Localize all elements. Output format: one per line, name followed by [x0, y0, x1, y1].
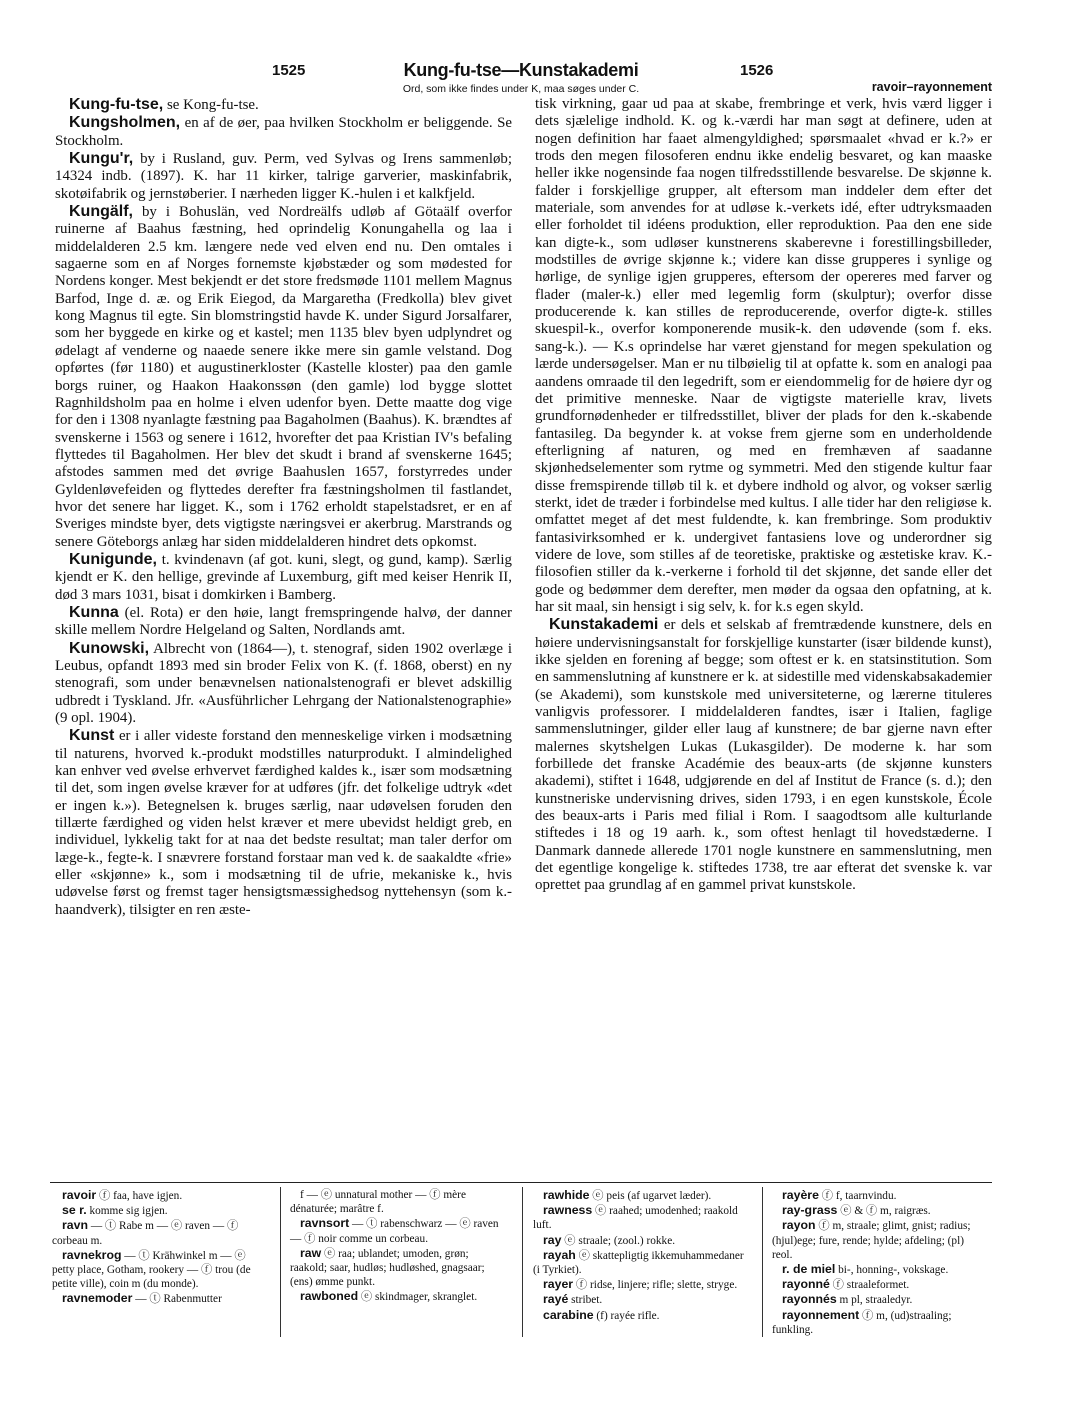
- entry-text: ⓕ m, (ud)straaling; funkling.: [772, 1309, 952, 1336]
- text-column-right: [535, 96, 992, 895]
- entry-text: by i Rusland, guv. Perm, ved Sylvas og Irens sammenløb; 14324 indb. (1897). K. har 11 kirker, talrige garverier, maskinfabrik, skotøifabrik og jernstøberier. I nærheden ligger K.-hulen i et kalkfjeld.: [55, 151, 512, 202]
- entry-text: m pl, straaledyr.: [839, 1294, 913, 1307]
- lexicon-range: ravoir–rayonnement: [871, 80, 992, 94]
- entry-headword: Kunst: [69, 727, 115, 745]
- entry-headword: Kunowski,: [69, 639, 150, 657]
- entry: [533, 1203, 745, 1232]
- entry-headword: rayonnement: [782, 1307, 860, 1322]
- entry-headword: rayé: [543, 1292, 569, 1307]
- gloss-divider: [762, 1187, 763, 1337]
- entry: [52, 1203, 264, 1218]
- entry: [772, 1277, 984, 1292]
- entry-text: stribet.: [571, 1294, 603, 1307]
- entry: [55, 640, 512, 728]
- entry-text: se Kong-fu-tse.: [166, 97, 259, 113]
- entry-text: ⓔ skindmager, skranglet.: [360, 1291, 478, 1304]
- entry-headword: Kung-fu-tse,: [69, 96, 164, 113]
- entry-headword: ray: [543, 1232, 562, 1247]
- entry-headword: ray-grass: [782, 1203, 838, 1218]
- entry: [535, 96, 992, 616]
- entry: [55, 114, 512, 150]
- entry-headword: rayon: [782, 1218, 816, 1233]
- entry-text: bi-, honning-, vokskage.: [838, 1264, 949, 1277]
- entry-text: tisk virkning, gaar ud paa at skabe, frembringe et verk, hvis værd ligger i dets sjælelige indhold. K. og k.-værdi har man søgt at definere, uden at nogen definition har faaet almengyldighed; spørsmaalet «hvad er k.?» er trods den megen filosoferen endnu ikke endelig besvaret, og kan maaske heller ikke nogensinde faa nogen tilfredsstillende besvarelse. De skjønne k. falder i forskjellige grupper, alt eftersom man inddeler dem efter det materiale, som anvendes for at udløse k.-verkets idé, efter udtryksmaaden eller forholdet til idéens produktion, eller reproduktion. Paa den ene side kan digte-k., som udløser kunstnerens skaberevne i forestillingsbilleder, modstilles de øvrige skjønne k.; videre kan disse grupperes i synlige og hørlige, de synlige igjen grupperes, eftersom der opereres med farver og flader (maler-k.) eller med legemlig form (skulptur); overfor disse producerende k. kan stilles de reproducerende, overfor digte-k. stilles skuespil-k., overfor komponerende musik-k. den udøvende (som f. eks. sang-k.). — K.s oprindelse har været gjenstand for megen spekulation og lærde undersøgelser. Man er nu tilbøielig til at opfatte k. som en analogi paa aandens omraade til den legedrift, som er eiendommelig for de høiere dyr og det primitive menneske. Naar de vigtigste materielle krav, livets grundfornødenheder er tilfredsstillet, bliver der plads for den k.-skabende fantasileg. Da begynder k. at vokse frem gjerne som en underholdende efterligning af naturen, og med en fremhæven af saadanne skjønhedselementer som rytme og symmetri. Med den stigende kultur faar disse fremspirende tilløb til k. et dybere indhold og alvor, og vokser særlig sterkt, idet de træder i forbindelse med kultus. I alle tider har den religiøse k. omfattet meget af det mest fuldendte, k. kan frembringe. Som produktiv fantasivirksomhed er k. undergivet fantasiens love og underordner sig videre de love, som stilles af de teoretiske, praktiske og æstetiske krav. K.-filosofien stiller da k.-verkerne i forhold til det skjønne, det sande eller det gode og bedømmer dem derefter, men møder da ogsaa den opfatning, at k. har sit maal, sin hensigt i sig selv, k. for k.s egen skyld.: [535, 96, 992, 615]
- entry-headword: rayer: [543, 1277, 574, 1292]
- entry-text: ⓔ skattepligtig ikkemuhammedaner (i Tyrkiet).: [533, 1249, 744, 1277]
- entry-text: ⓔ straale; (zool.) rokke.: [564, 1234, 676, 1247]
- entry-text: ⓕ straaleformet.: [832, 1279, 910, 1292]
- glossary-column-4: [772, 1188, 984, 1337]
- entry-text: by i Bohuslän, ved Nordreälfs udløb af Götaälf overfor ruinerne af Baahus fæstning, hed oprindelig Konungahella og laa i middelalderen 2.5 km. længere nede ved elven end nu. Den omtales i sagaerne som en af Norges fornemste kjøbstæder og som mødested for Nordens konger. Mest bekjendt er det store fredsmøde 1101 mellem Magnus Barfod, Inge d. æ. og Erik Eiegod, da Margaretha (Fredkolla) blev givet kong Magnus til egte. Sin blomstringstid havde K. under Sigurd Jorsalfarer, som her byggede en kirke og et kastel; men 1135 blev byen udplyndret og ødelagt af venderne og naaede senere ikke mere sin gamle velstand. Dog opførtes (før 1180) et augustinerkloster (Kastelle kloster) paa den gamle borgs ruiner, og Haakon Haakonssøn (den gamle) lod bygge slottet Ragnhildsholm paa en holme i elven udenfor byen. Dette maatte dog vige for den i 1308 nyanlagte fæstning paa Bagaholmen (Baahus). K. brændtes af svenskerne i 1563 og senere i 1612, hvorefter det paa Kristian IV's befaling flyttedes til Bagaholmen. Her blev det skudt i brand af svenskerne 1645; afstodes sammen med det øvrige Baahuslen 1657, forstyrredes under Gyldenløvefeiden og flyttedes derefter fra fæstningsholmen til fastlandet, hvor det senere har ligget. K., som i 1762 erholdt stapelstadsret, er en af Sveriges mindste byer, dets vigtigste næringsvei er akerbrug. Marstrands og senere Göteborgs anlæg har siden middelalderen hindret dets opkomst.: [55, 204, 512, 550]
- entry-text: komme sig igjen.: [89, 1205, 168, 1218]
- page-header: [50, 56, 992, 96]
- entry: [290, 1246, 502, 1290]
- entry-headword: Kungälf,: [69, 203, 133, 221]
- entry: [533, 1188, 745, 1203]
- entry-headword: carabine: [543, 1307, 594, 1322]
- entry: [533, 1277, 745, 1292]
- entry: [533, 1308, 745, 1323]
- entry: [55, 551, 512, 604]
- entry-headword: rayonnés: [782, 1292, 837, 1307]
- entry-headword: Kungsholmen,: [69, 114, 181, 132]
- entry-text: — ⓣ rabenschwarz — ⓔ raven — ⓕ noir comme un corbeau.: [290, 1218, 499, 1245]
- entry: [55, 150, 512, 203]
- entry-headword: rayonné: [782, 1277, 830, 1292]
- entry-headword: ravoir: [62, 1188, 97, 1202]
- entry-text: f — ⓔ unnatural mother — ⓕ mère dénaturée; marâtre f.: [290, 1189, 466, 1216]
- entry-text: ⓕ ridse, linjere; rifle; slette, stryge.: [575, 1279, 738, 1292]
- entry-text: er dels et selskab af fremtrædende kunstnere, dels en høiere undervisningsanstalt for forskjellige kunstarter (især bildende kunst), ikke sjelden en forening af begge; som oftest er k. en statsinstitution. Som en sammenslutning af kunstnere er k. at sidestille med videnskabsakademier (se Akademi), som kunstskole med universiteterne, og lærerne tituleres vanligvis professorer. I middelalderen fandtes, især i Italien, faglige sammenslutninger, gilder eller laug af kunstnere; de bar gjerne navn efter malernes skytshelgen Lukas (Lukasgilder). De moderne k. har som forbillede det franske Académie des beaux-arts (de skjønne kunsters akademi), stiftet i 1648, udgjørende en del af Institut de France (s. d.); den kunstneriske undervisning drives, siden 1793, i en egen kunstskole, École des beaux-arts i Paris med filial i Rom. I saagodtsom alle kulturlande stiftedes i 18 og 19 aarh. k., som oftest henlagt til hovedstæderne. I Danmark dannede allerede 1701 nogle kunstnere en sammenslutning, men det egentlige kongelige k. stiftedes 1738, tre aar efterat det svenske k. var oprettet paa grundlag af en gammel privat kunstskole.: [535, 617, 992, 894]
- entry: [772, 1292, 984, 1307]
- entry: [772, 1188, 984, 1203]
- entry-headword: rayère: [782, 1188, 819, 1202]
- footer-divider: [50, 1182, 992, 1183]
- entry-headword: ravnekrog: [62, 1247, 122, 1262]
- entry: [52, 1188, 264, 1203]
- entry-headword: ravnemoder: [62, 1291, 133, 1306]
- entry-text: ⓔ peis (af ugarvet læder).: [592, 1190, 712, 1202]
- entry: [55, 727, 512, 919]
- entry-headword: Kungu'r,: [69, 150, 134, 168]
- entry: [52, 1248, 264, 1292]
- entry-text: t. kvindenavn (af got. kuni, slegt, og gund, kamp). Særlig kjendt er K. den hellige, grevinde af Luxemburg, gift med keiser Henrik II, død 3 mars 1031, bisat i domkirken i Bamberg.: [55, 551, 512, 603]
- entry-text: — ⓣ Rabenmutter: [135, 1293, 222, 1306]
- entry: [55, 604, 512, 640]
- page-number-right: 1526: [740, 62, 774, 79]
- glossary-column-3: [533, 1188, 745, 1323]
- entry-headword: ravnsort: [300, 1216, 350, 1231]
- entry: [772, 1308, 984, 1337]
- entry: [772, 1218, 984, 1262]
- entry-headword: Kunna: [69, 603, 119, 621]
- entry-headword: Kunigunde,: [69, 550, 157, 568]
- entry-headword: rayah: [543, 1247, 576, 1262]
- entry: [533, 1248, 745, 1277]
- entry: [772, 1203, 984, 1218]
- gloss-divider: [280, 1187, 281, 1337]
- entry-text: ⓔ raa; ublandet; umoden, grøn; raakold; saar, hudløs; hudløshed, gnagsaar; (ens) ømme punkt.: [290, 1247, 485, 1289]
- entry-text: ⓔ & ⓕ m, raigræs.: [840, 1205, 931, 1218]
- glossary-column-1: [52, 1188, 264, 1307]
- entry-text: Albrecht von (1864—), t. stenograf, siden 1902 overlæge i Leubus, opfandt 1893 med sin broder Felix von K. (f. 1868, oberst) en ny stenografi, som under benævnelsen nationalstenografi er blevet adskillig udbredt i Tyskland. Jfr. «Ausführlicher Lehrgang der Nationalstenographie» (9 opl. 1904).: [55, 640, 512, 727]
- entry-text: ⓕ faa, have igjen.: [99, 1190, 183, 1202]
- page-number-left: 1525: [272, 62, 306, 79]
- entry: [533, 1233, 745, 1248]
- entry-text: (f) rayée rifle.: [596, 1309, 660, 1322]
- entry-headword: ravn: [62, 1218, 88, 1233]
- entry-text: — ⓣ Rabe m — ⓔ raven — ⓕ corbeau m.: [52, 1220, 239, 1247]
- entry: [290, 1289, 502, 1304]
- entry: [290, 1216, 502, 1245]
- entry: [55, 96, 512, 114]
- entry-text: ⓕ m, straale; glimt, gnist; radius; (hjul)ege; fure, rende; hylde; afdeling; (pl) reol.: [772, 1220, 971, 1261]
- entry-headword: rawness: [543, 1203, 593, 1218]
- text-column-left: [55, 96, 512, 919]
- entry: [52, 1218, 264, 1247]
- entry-headword: se r.: [62, 1203, 87, 1218]
- entry: [290, 1188, 502, 1216]
- entry-text: (el. Rota) er den høie, langt fremspringende halvø, der danner skille mellem Nordre Helgeland og Salten, Nordlands amt.: [55, 604, 512, 639]
- page-title: Kung-fu-tse—Kunstakademi: [403, 60, 639, 80]
- entry: [52, 1291, 264, 1306]
- entry-headword: Kunstakademi: [549, 616, 659, 634]
- entry: [533, 1292, 745, 1307]
- entry-headword: r. de miel: [782, 1262, 836, 1277]
- entry-headword: raw: [300, 1245, 322, 1260]
- entry: [535, 616, 992, 895]
- entry: [55, 203, 512, 551]
- glossary-column-2: [290, 1188, 502, 1305]
- page-subtitle: Ord, som ikke findes under K, maa søges under C.: [402, 83, 640, 95]
- entry-headword: rawboned: [300, 1289, 359, 1304]
- entry-text: er i aller videste forstand den menneskelige virken i modsætning til naturens, hvorved k.-produkt modstilles naturprodukt. I almindelighed kan enhver ved øvelse erhvervet færdighed kaldes k., især som modsætning til det, som ingen øvelse kræver for at udføres (jfr. det folkelige udtryk «det er ingen k.»). Betegnelsen k. bruges særlig, naar udøvelsen foruden den tillærte færdighed og viden helst kræver et mere ubevidst heldigt greb, en individuel, lykkelig takt for at naa det bedste resultat; man taler derfor om læge-k., fegte-k. I snævrere forstand forstaar man ved k. de saakaldte «frie» eller «skjønne» k., som i modsætning til de ufrie, mekaniske k., hvis udøvelse først og fremst tager hensigtsmæssighedsog nyttehensyn (som k.-haandverk), tilsigter en ren æste-: [55, 728, 512, 918]
- entry: [772, 1262, 984, 1277]
- entry-text: en af de øer, paa hvilken Stockholm er beliggende. Se Stockholm.: [55, 115, 513, 149]
- entry-text: ⓕ f, taarnvindu.: [821, 1190, 897, 1202]
- gloss-divider: [522, 1187, 523, 1337]
- entry-text: ⓔ raahed; umodenhed; raakold luft.: [533, 1205, 738, 1232]
- entry-headword: rawhide: [543, 1188, 590, 1202]
- entry-text: — ⓣ Krähwinkel m — ⓔ petty place, Gotham, rookery — ⓕ trou (de petite ville), coin m (du monde).: [52, 1249, 251, 1291]
